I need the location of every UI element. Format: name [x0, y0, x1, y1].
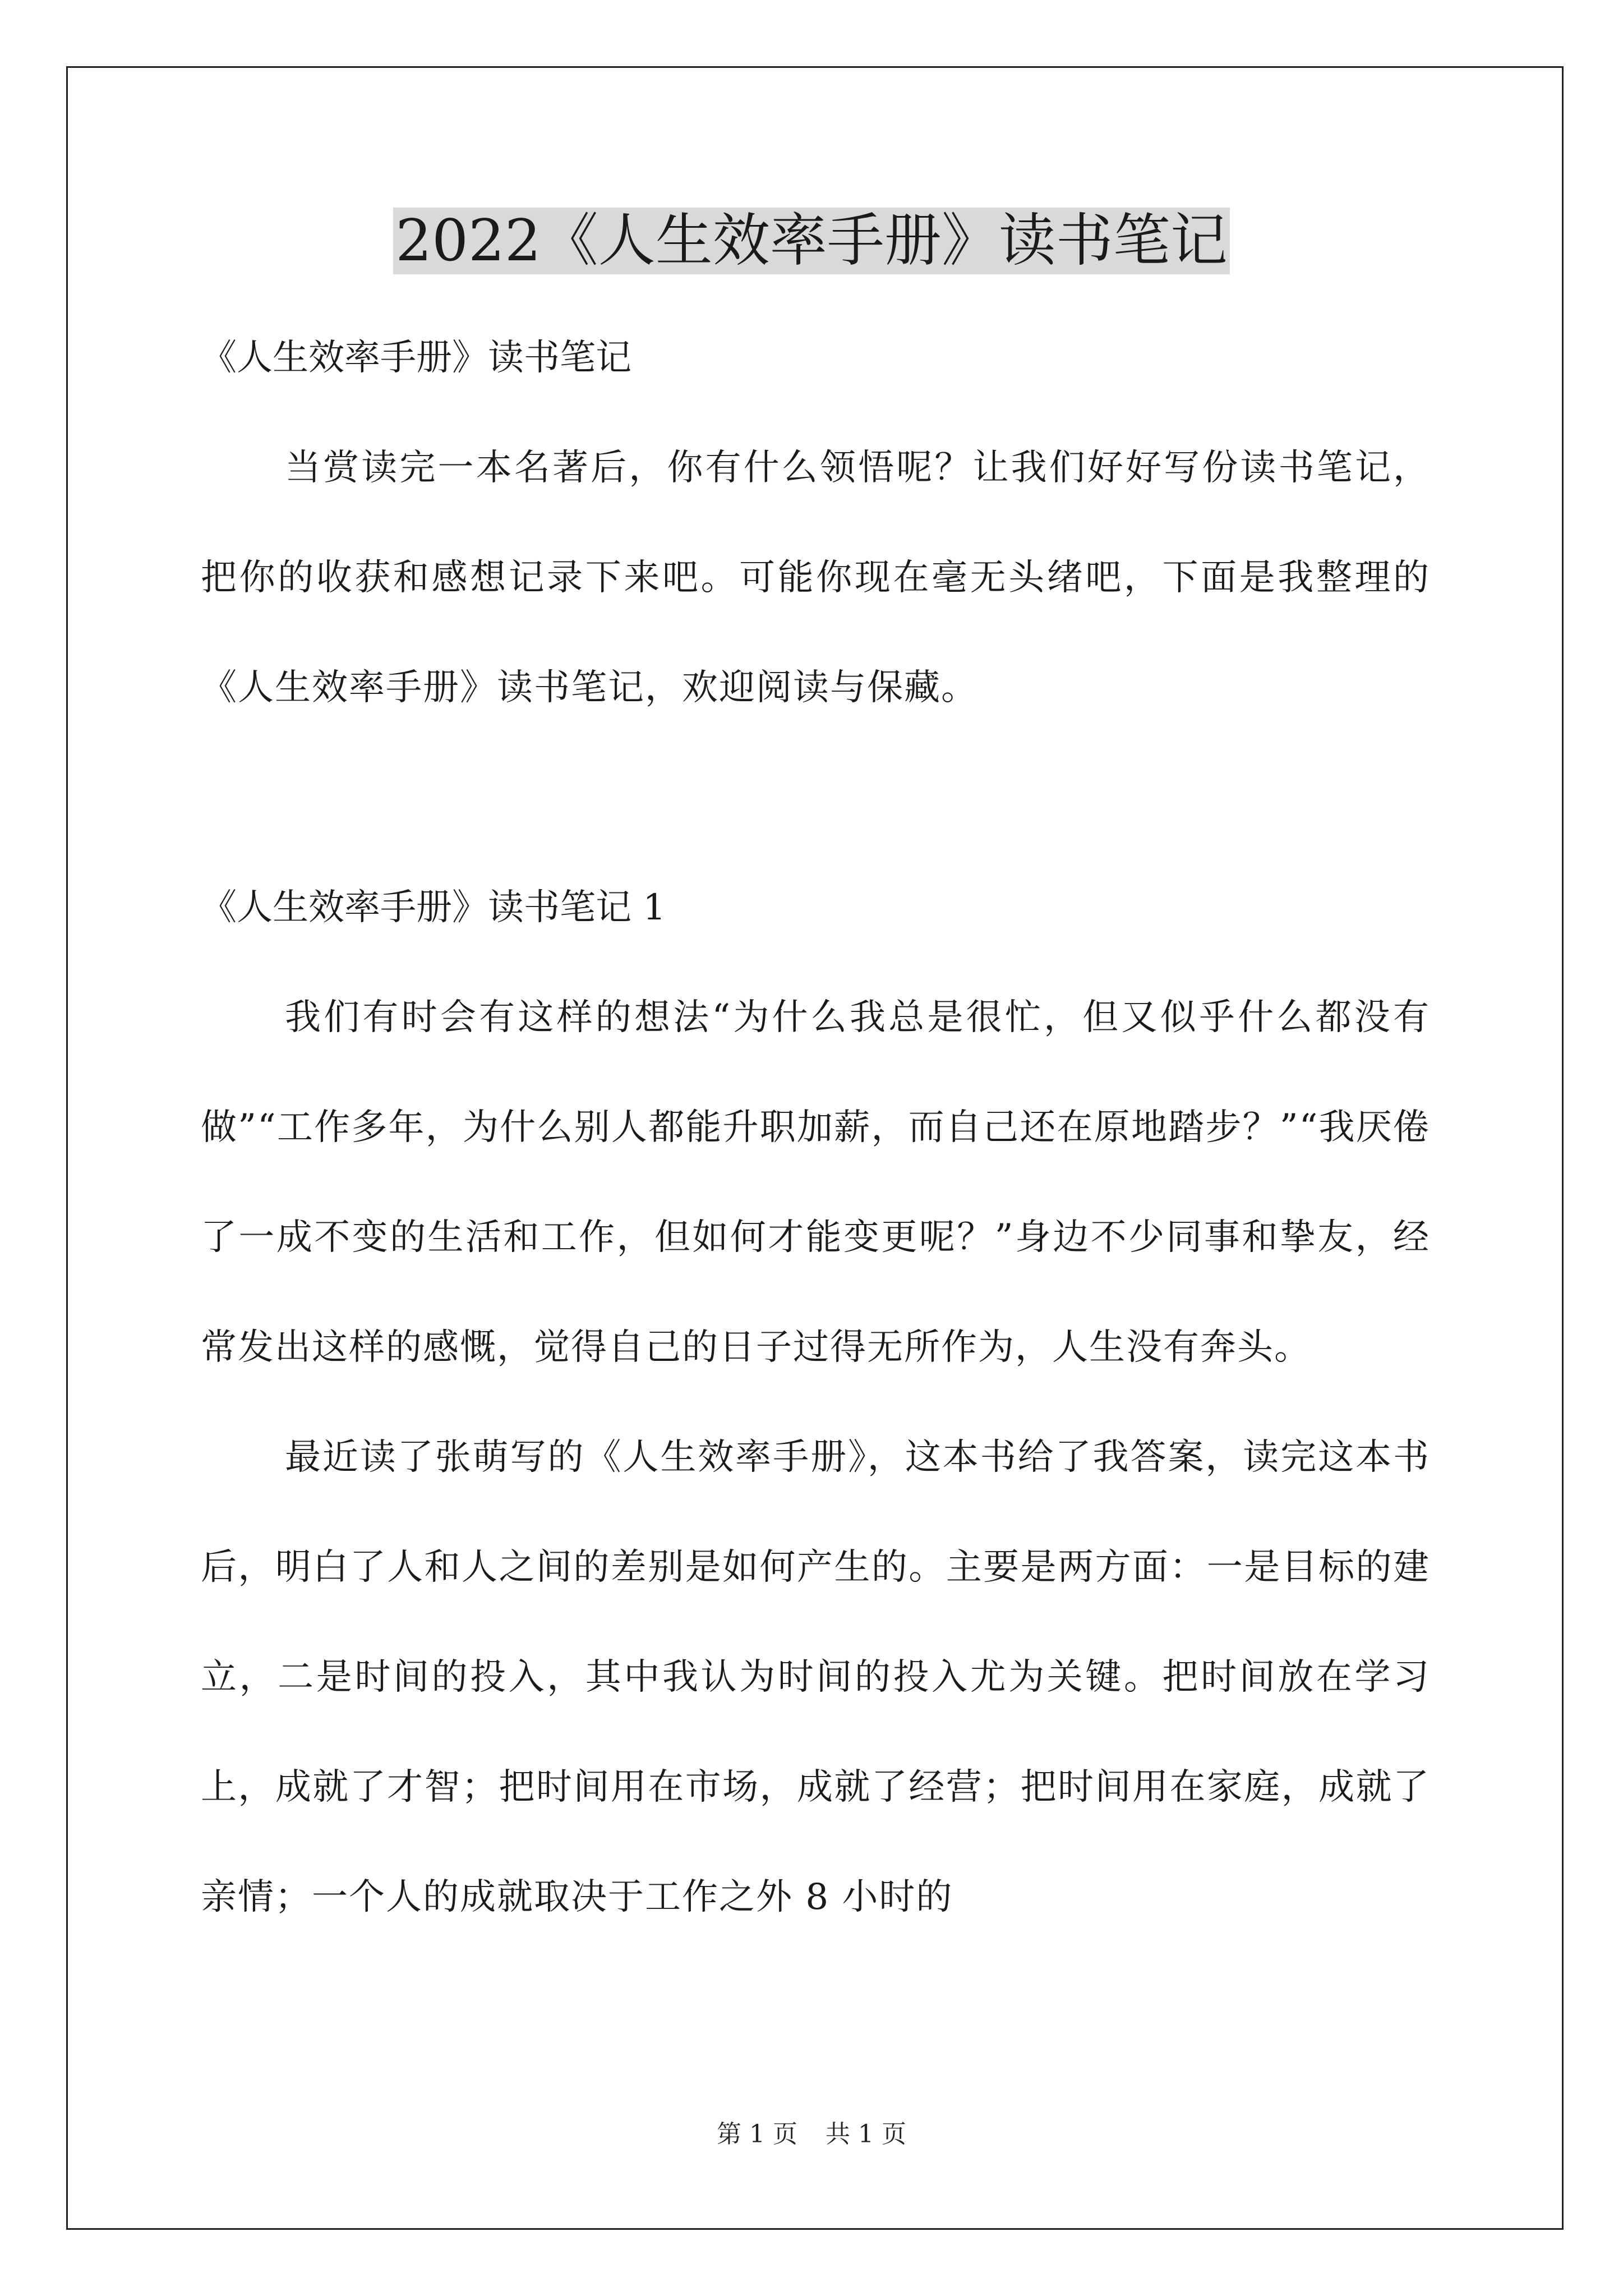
document-body: [201, 303, 1430, 1952]
section-heading: 《人生效率手册》读书笔记 1: [201, 887, 666, 928]
section-spacer: [201, 743, 1430, 853]
page-footer: [0, 2118, 1623, 2151]
document-title: [0, 202, 1623, 280]
intro-heading: 《人生效率手册》读书笔记: [201, 337, 631, 379]
document-title-text: 2022《人生效率手册》读书笔记: [393, 208, 1230, 274]
body-paragraph-2: 最近读了张萌写的《人生效率手册》，这本书给了我答案，读完这本书后，明白了人和人之间的差别是如何产生的。主要是两方面：一是目标的建立，二是时间的投入，其中我认为时间的投入尤为关键。把时间放在学习上，成就了才智；把时间用在市场，成就了经营；把时间用在家庭，成就了亲情；一个人的成就取决于工作之外 8 小时的: [201, 1437, 1430, 1918]
page-total: 共 1 页: [826, 2120, 906, 2148]
intro-paragraph: 当赏读完一本名著后，你有什么领悟呢？让我们好好写份读书笔记，把你的收获和感想记录下来吧。可能你现在毫无头绪吧，下面是我整理的《人生效率手册》读书笔记，欢迎阅读与保藏。: [201, 447, 1430, 708]
body-paragraph-1: 我们有时会有这样的想法“为什么我总是很忙，但又似乎什么都没有做”“工作多年，为什么别人都能升职加薪，而自己还在原地踏步？”“我厌倦了一成不变的生活和工作，但如何才能变更呢？”身边不少同事和挚友，经常发出这样的感慨，觉得自己的日子过得无所作为，人生没有奔头。: [201, 997, 1430, 1368]
page-number: 第 1 页: [717, 2120, 797, 2148]
